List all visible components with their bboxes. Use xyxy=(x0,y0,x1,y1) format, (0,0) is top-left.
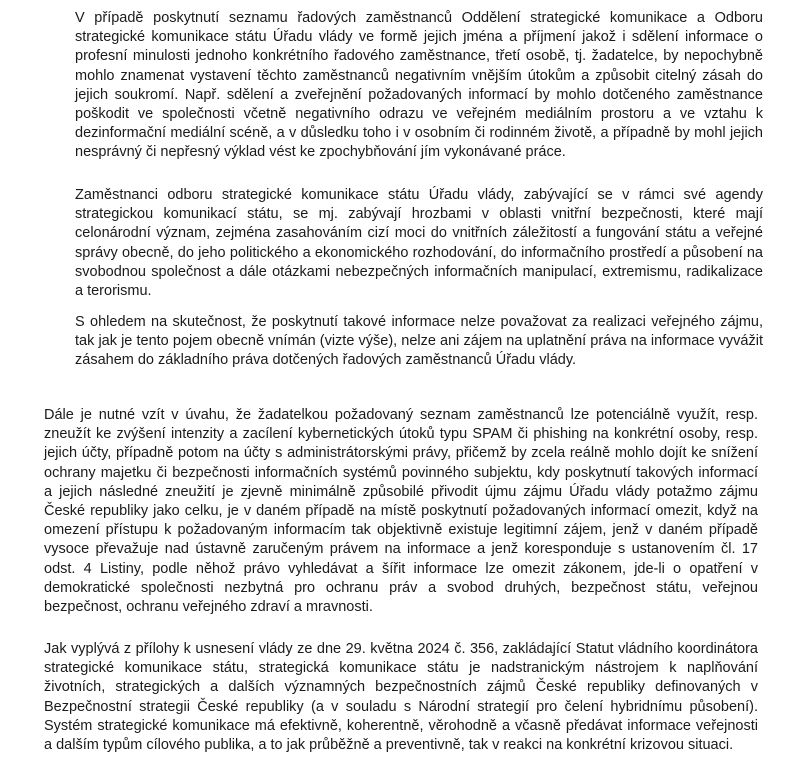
paragraph-department-scope: Zaměstnanci odboru strategické komunikace státu Úřadu vlády, zabývající se v rámci své agendy strategickou komunikací státu, se mj. zabývají hrozbami v oblasti vnitřní bezpečnosti, které mají celonárodní význam, zejména zasahováním cizí moci do vnitřních záležitostí a fungování státu a veřejné správy obecně, do jeho politického a ekonomického rozhodování, do informačního prostředí a působení na svobodnou společnost a dále otázkami nebezpečných informačních manipulací, extremismu, radikalizace a terorismu. xyxy=(75,187,763,300)
paragraph-government-resolution: Jak vyplývá z přílohy k usnesení vlády ze dne 29. května 2024 č. 356, zakládající Statut vládního koordinátora strategické komunikace státu, strategická komunikace státu je nadstranickým nástrojem k naplňování životních, strategických a dalších významných bezpečnostních zájmů České republiky definovaných v Bezpečnostní strategii České republiky (a v souladu s Národní strategií pro čelení hybridnímu působení). Systém strategické komunikace má efektivně, koherentně, věrohodně a včasně předávat informace veřejnosti a dalším typům cílového publika, a to jak průběžně a preventivně, tak v reakci na konkrétní krizovou situaci. xyxy=(44,641,758,754)
paragraph-public-interest: S ohledem na skutečnost, že poskytnutí takové informace nelze považovat za realizaci veřejného zájmu, tak jak je tento pojem obecně vnímán (vizte výše), nelze ani zájem na uplatnění práva na informace vyvážit zásahem do základního práva dotčených řadových zaměstnanců Úřadu vlády. xyxy=(75,314,763,369)
paragraph-cyber-threats: Dále je nutné vzít v úvahu, že žadatelkou požadovaný seznam zaměstnanců lze potenciálně využít, resp. zneužít ke zvýšení intenzity a zacílení kybernetických útoků typu SPAM či phishing na konkrétní osoby, resp. jejich účty, případně potom na účty s administrátorskými právy, přičemž by zcela reálně mohlo dojít ke snížení ochrany majetku či bezpečnosti informačních systémů povinného subjektu, kdy poskytnutí takových informací a jejich následné zneužití je zjevně minimálně způsobilé přivodit újmu zájmu Úřadu vlády potažmo zájmu České republiky jako celku, je v daném případě na místě poskytnutí požadovaných informací omezit, když na omezení přístupu k požadovaným informacím tak objektivně existuje legitimní zájem, jenž v daném případě vysoce převažuje nad ústavně zaručeným právem na informace a jenž koresponduje s ustanovením čl. 17 odst. 4 Listiny, podle něhož právo vyhledávat a šířit informace lze omezit zákonem, jde-li o opatření v demokratické společnosti nezbytná pro ochranu práv a svobod druhých, bezpečnost státu, veřejnou bezpečnost, ochranu veřejného zdraví a mravnosti. xyxy=(44,407,758,616)
paragraph-privacy-risk: V případě poskytnutí seznamu řadových zaměstnanců Oddělení strategické komunikace a Odboru strategické komunikace státu Úřadu vlády ve formě jejich jména a příjmení jakož i sdělení informace o profesní minulosti jednoho konkrétního řadového zaměstnance, třetí osobě, tj. žadatelce, by nepochybně mohlo znamenat vystavení těchto zaměstnanců negativním vnějším útokům a způsobit citelný zásah do jejich soukromí. Např. sdělení a zveřejnění požadovaných informací by mohlo dotčeného zaměstnance poškodit ve společnosti včetně negativního odrazu ve veřejném mediálním prostoru a ve vztahu k dezinformační mediální scéně, a v důsledku toho i v osobním či rodinném životě, a případně by mohl jejich nesprávný či nepřesný výklad vést ke zpochybňování jím vykonávané práce. xyxy=(75,10,763,161)
